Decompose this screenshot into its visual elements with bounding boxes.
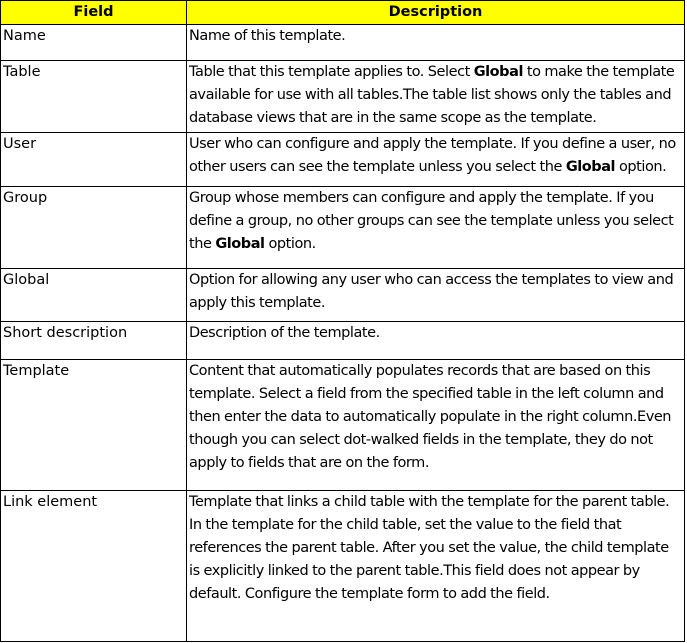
description-text: Name of this template. <box>189 28 346 44</box>
description-text: Description of the template. <box>189 325 380 341</box>
description-text: option. <box>264 236 316 252</box>
field-column-header: Field <box>1 1 187 25</box>
description-text: User who can configure and apply the template. If you define a user, no other users can see the template unless you select the <box>189 136 676 175</box>
description-text: option. <box>615 159 667 175</box>
description-cell <box>187 360 685 491</box>
description-cell <box>187 133 685 187</box>
table-row <box>1 360 685 491</box>
description-cell <box>187 269 685 322</box>
description-column-header: Description <box>187 1 685 25</box>
table-row <box>1 491 685 642</box>
description-cell <box>187 61 685 133</box>
description-cell <box>187 25 685 61</box>
description-text: Option for allowing any user who can access the templates to view and apply this template. <box>189 272 674 311</box>
description-text: Template that links a child table with the template for the parent table. In the template for the child table, set the value to the field that references the parent table. After you set the value, the child template is explicitly linked to the parent table.This field does not appear by default. Configure the template form to add the field. <box>189 494 670 602</box>
description-cell <box>187 187 685 269</box>
description-cell <box>187 491 685 642</box>
description-cell <box>187 322 685 360</box>
field-name-cell: Link element <box>1 491 187 642</box>
field-name-cell: Short description <box>1 322 187 360</box>
field-name-cell: Global <box>1 269 187 322</box>
header-row <box>1 1 685 25</box>
table-row <box>1 25 685 61</box>
table-row <box>1 269 685 322</box>
global-keyword: Global <box>215 236 265 252</box>
table-row <box>1 187 685 269</box>
description-text: Table that this template applies to. Select <box>189 64 474 80</box>
field-name-cell: Template <box>1 360 187 491</box>
field-name-cell: User <box>1 133 187 187</box>
table-row <box>1 133 685 187</box>
table-row <box>1 322 685 360</box>
description-text: Content that automatically populates records that are based on this template. Select a field from the specified table in the left column and then enter the data to automatically populate in the right column.Even though you can select dot-walked fields in the template, they do not apply to fields that are on the form. <box>189 363 672 471</box>
description-text: to make the template available for use with all tables.The table list shows only the tables and database views that are in the same scope as the template. <box>189 64 675 126</box>
table-row <box>1 61 685 133</box>
field-name-cell: Group <box>1 187 187 269</box>
global-keyword: Global <box>565 159 616 175</box>
field-name-cell: Name <box>1 25 187 61</box>
global-keyword: Global <box>473 64 523 80</box>
field-name-cell: Table <box>1 61 187 133</box>
description-text: Group whose members can configure and apply the template. If you define a group, no other groups can see the template unless you select the <box>189 190 674 252</box>
